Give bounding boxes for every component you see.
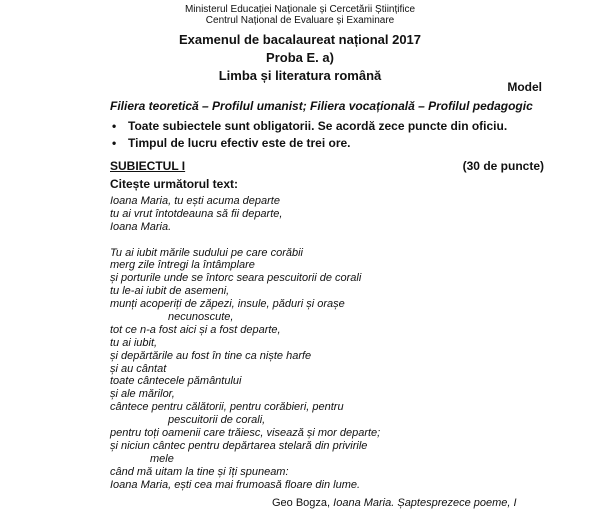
- source-author: Geo Bogza,: [272, 497, 334, 509]
- instruction-item: • Timpul de lucru efectiv este de trei ore.: [110, 135, 507, 152]
- poem-line: pentru toți oamenii care trăiesc, visează și mor departe;: [110, 427, 381, 440]
- center-name: Centrul Național de Evaluare și Examinare: [205, 15, 395, 26]
- poem-line: și porturile unde se întorc seara pescuitorii de corali: [110, 272, 362, 285]
- model-label: Model: [507, 80, 542, 94]
- subject-title: Limba și literatura română: [218, 68, 382, 83]
- poem-line: Ioana Maria.: [110, 220, 172, 233]
- poem-line: cântece pentru călătorii, pentru corăbieri, pentru: [110, 401, 344, 414]
- proba-label: Proba E. a): [266, 50, 334, 65]
- section-points: (30 de puncte): [462, 159, 544, 173]
- instructions-list: [110, 118, 507, 152]
- poem-line: tu ai vrut întotdeauna să fii departe,: [110, 207, 283, 220]
- poem-line: și depărtările au fost în tine ca niște harfe: [110, 349, 312, 362]
- section-prompt: Citește următorul text:: [110, 177, 239, 191]
- poem-source: [272, 497, 517, 509]
- poem-line: Tu ai iubit mările sudului pe care corăbii: [110, 246, 303, 259]
- poem-line: pescuitorii de corali,: [168, 414, 266, 427]
- source-work: Ioana Maria. Șaptesprezece poeme, I: [333, 497, 517, 509]
- ministry-name: Ministerul Educației Naționale și Cercetării Științifice: [184, 4, 416, 15]
- poem-line: și niciun cântec pentru depărtarea stelară din privirile: [110, 439, 368, 452]
- poem-line: munți acoperiți de zăpezi, insule, păduri și orașe: [110, 298, 345, 311]
- filiera-line: Filiera teoretică – Profilul umanist; Filiera vocațională – Profilul pedagogic: [110, 99, 533, 113]
- poem-line: toate cântecele pământului: [110, 375, 242, 388]
- poem-line: merg zile întregi la întâmplare: [110, 259, 255, 272]
- poem-line: Ioana Maria, tu ești acuma departe: [110, 195, 280, 207]
- poem-line: tu le-ai iubit de asemeni,: [110, 285, 230, 298]
- poem-line: tot ce n-a fost aici și a fost departe,: [110, 323, 281, 336]
- poem-line: Ioana Maria, ești cea mai frumoasă floare din lume.: [110, 478, 361, 491]
- poem-line: mele: [150, 452, 174, 465]
- poem-line: necunoscute,: [168, 311, 234, 324]
- poem-line: și ale mărilor,: [110, 388, 175, 401]
- exam-title: Examenul de bacalaureat național 2017: [178, 32, 422, 47]
- poem-line: când mă uitam la tine și îți spuneam:: [110, 465, 289, 478]
- poem-line: tu ai iubit,: [110, 336, 158, 349]
- poem-line: și au cântat: [110, 362, 167, 375]
- section-title: SUBIECTUL I: [110, 159, 186, 173]
- instruction-item: • Toate subiectele sunt obligatorii. Se acordă zece puncte din oficiu.: [110, 118, 507, 135]
- poem-blank-line: [110, 234, 380, 247]
- poem-text: [110, 195, 380, 491]
